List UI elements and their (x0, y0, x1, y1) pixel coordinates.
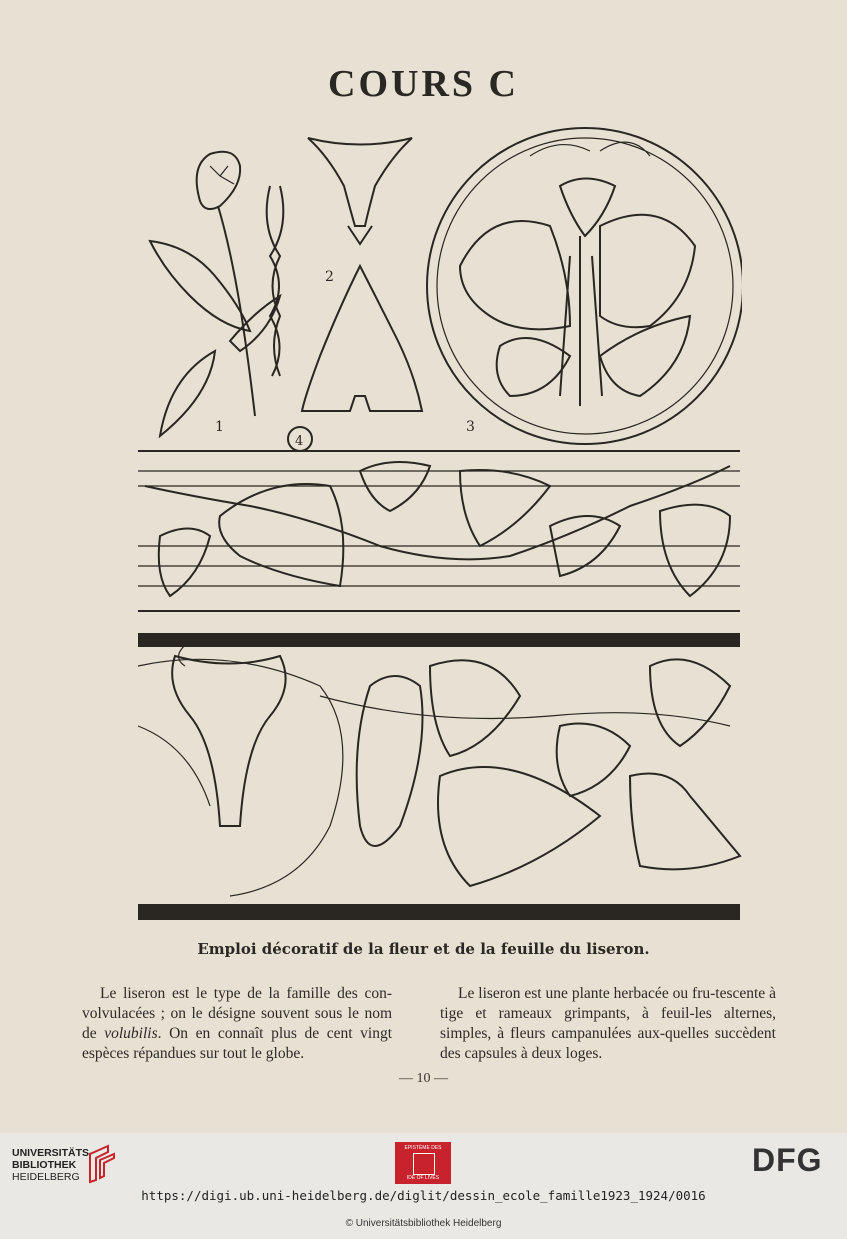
paragraph-right: Le liseron est une plante herbacée ou fru-tescente à tige et rameaux grimpants, à feuil-les alternes, simples, à fleurs campanulées aux-quelles succèdent des capsules à deux loges. (440, 985, 776, 1062)
library-name (12, 1147, 93, 1183)
figure-5-decorative-band (138, 633, 740, 920)
badge-emblem-icon (413, 1153, 435, 1175)
figure-number-4: 4 (295, 434, 304, 449)
library-line3: HEIDELBERG (12, 1171, 80, 1183)
figure-number-3: 3 (466, 419, 475, 435)
badge-bottom-text: IDE OF LIVES (406, 1175, 440, 1181)
figure-number-1: 1 (215, 419, 224, 435)
library-line2: BIBLIOTHEK (12, 1159, 77, 1171)
figure-1-bindweed-sprig (150, 152, 283, 436)
project-badge[interactable] (395, 1142, 451, 1184)
figure-4-frieze (138, 427, 740, 611)
badge-top-text: EPISTÈME DES (404, 1145, 442, 1151)
page-title: COURS C (328, 63, 519, 105)
plate-caption: Emploi décoratif de la fleur et de la feuille du liseron. (197, 940, 650, 958)
paragraph-left-part1: Le liseron est le type de la famille des con-volvulacées ; on le désigne souvent sous le nom de (82, 985, 392, 1042)
dfg-logo[interactable]: DFG (752, 1142, 823, 1178)
copyright-notice: © Universitätsbibliothek Heidelberg (345, 1218, 502, 1229)
permalink-url[interactable]: https://digi.ub.uni-heidelberg.de/diglit/dessin_ecole_famille1923_1924/0016 (141, 1188, 706, 1203)
figure-2-flower-section (302, 138, 422, 411)
illustration-plate (130, 126, 742, 926)
figure-number-5: 5 (178, 635, 187, 650)
paragraph-left-italic: volubilis (104, 1025, 158, 1042)
paragraph-left-part2: . On en connaît plus de cent vingt espèces répandues sur tout le globe. (82, 1025, 392, 1062)
figure-3-roundel (427, 128, 742, 444)
library-line1: UNIVERSITÄTS- (12, 1147, 93, 1159)
library-logo-icon[interactable] (86, 1144, 116, 1184)
page-number: — 10 — (399, 1071, 448, 1086)
paragraph-left (82, 984, 392, 1064)
figure-number-2: 2 (325, 269, 334, 285)
